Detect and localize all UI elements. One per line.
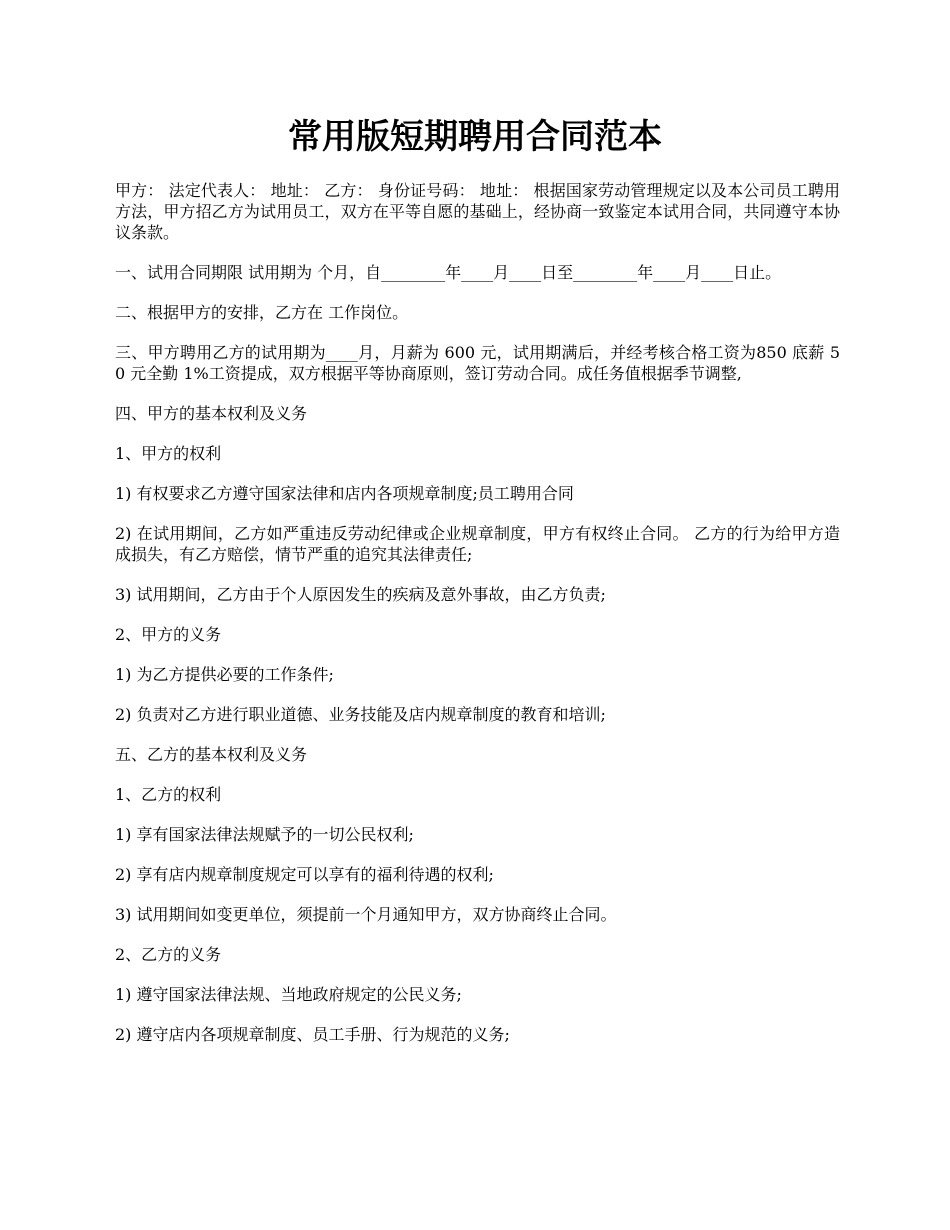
list-item: 1) 享有国家法律法规赋予的一切公民权利; — [115, 825, 414, 844]
list-item: 3) 试用期间，乙方由于个人原因发生的疾病及意外事故，由乙方负责; — [115, 585, 606, 604]
subheading-party-a-rights: 1、甲方的权利 — [115, 444, 222, 463]
document-title: 常用版短期聘用合同范本 — [288, 117, 662, 157]
list-item: 2) 享有店内规章制度规定可以享有的福利待遇的权利; — [115, 865, 494, 884]
paragraph-section-2: 二、根据甲方的安排，乙方在 工作岗位。 — [115, 303, 409, 322]
subheading-party-b-obligations: 2、乙方的义务 — [115, 945, 222, 964]
list-item: 3) 试用期间如变更单位，须提前一个月通知甲方，双方协商终止合同。 — [115, 905, 617, 924]
list-item: 1) 为乙方提供必要的工作条件; — [115, 665, 334, 684]
subheading-party-a-obligations: 2、甲方的义务 — [115, 625, 222, 644]
paragraph-section-3: 三、甲方聘用乙方的试用期为____月，月薪为 600 元，试用期满后，并经考核合格工资为850 底薪 50 元全勤 1%工资提成，双方根据平等协商原则，签订劳动合同。成任务值根据季节调整, — [115, 343, 840, 383]
list-item: 2) 在试用期间，乙方如严重违反劳动纪律或企业规章制度，甲方有权终止合同。 乙方的行为给甲方造成损失，有乙方赔偿，情节严重的追究其法律责任; — [115, 524, 840, 564]
paragraph-intro: 甲方： 法定代表人： 地址： 乙方： 身份证号码： 地址： 根据国家劳动管理规定以及本公司员工聘用方法，甲方招乙方为试用员工，双方在平等自愿的基础上，经协商一致鉴定本试用合同，共同遵守本协议条款。 — [115, 181, 840, 242]
subheading-party-b-rights: 1、乙方的权利 — [115, 785, 222, 804]
paragraph-section-1: 一、试用合同期限 试用期为 个月，自________年____月____日至________年____月____日止。 — [115, 263, 782, 282]
list-item: 1) 遵守国家法律法规、当地政府规定的公民义务; — [115, 985, 462, 1004]
list-item: 2) 遵守店内各项规章制度、员工手册、行为规范的义务; — [115, 1025, 510, 1044]
document-body — [115, 180, 840, 1064]
heading-section-5: 五、乙方的基本权利及义务 — [115, 745, 308, 764]
heading-section-4: 四、甲方的基本权利及义务 — [115, 404, 308, 423]
list-item: 1) 有权要求乙方遵守国家法律和店内各项规章制度;员工聘用合同 — [115, 484, 574, 503]
list-item: 2) 负责对乙方进行职业道德、业务技能及店内规章制度的教育和培训; — [115, 705, 606, 724]
